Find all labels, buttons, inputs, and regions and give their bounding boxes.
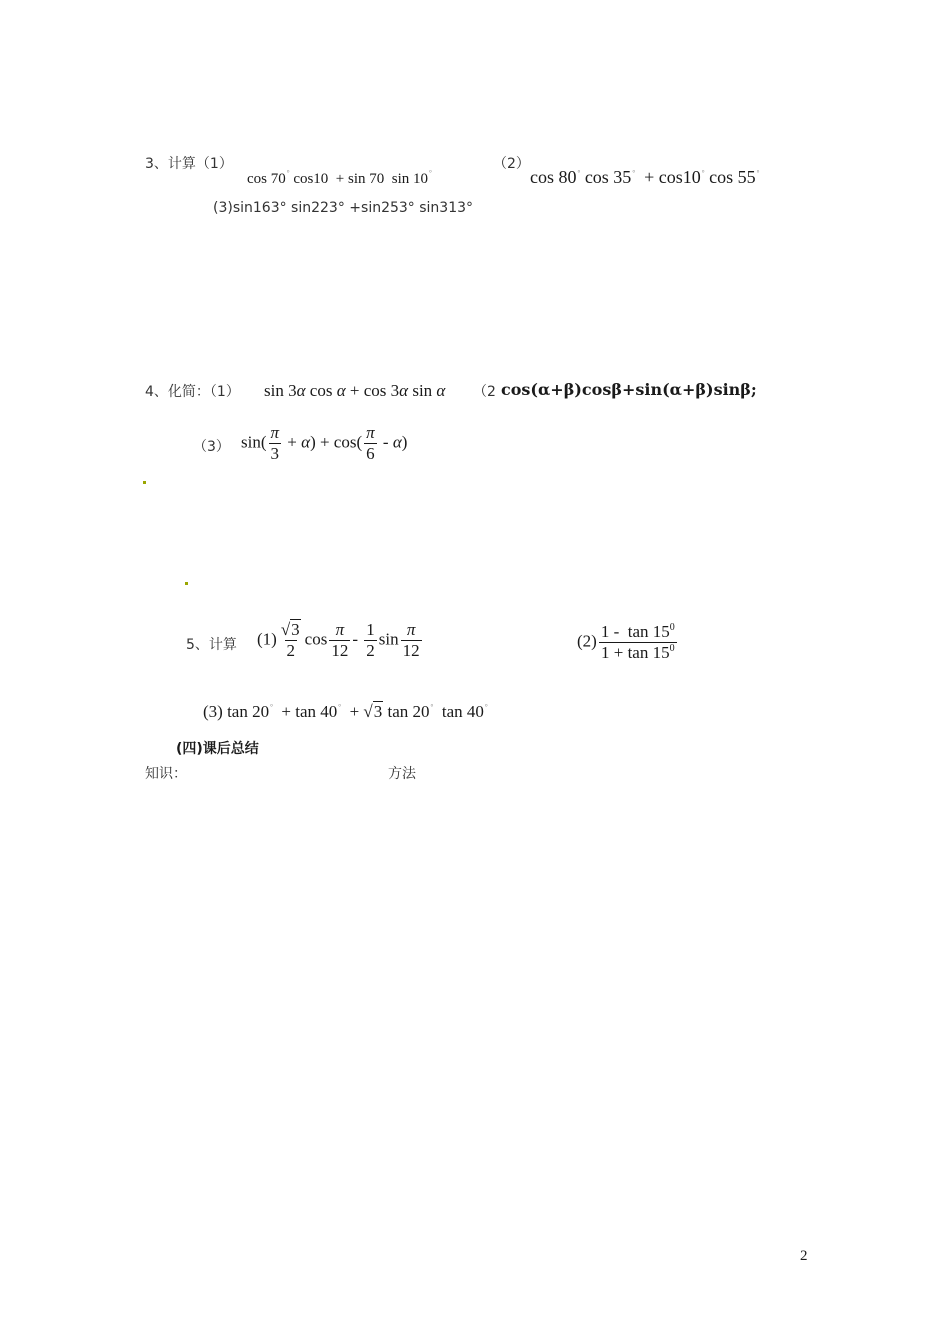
q5-part2-formula: (2) $\frac{1 - \tan 15^0}{1 + \tan 15^0}$ — [577, 622, 675, 662]
bullet-marker — [143, 481, 146, 484]
summary-heading: (四)课后总结 — [176, 741, 259, 757]
q5-part3-formula: (3) tan 20° + tan 40° + √3 tan 20° tan 40° — [203, 702, 488, 721]
q5-part1-formula: (1) $\frac{√3}{2}$ cos $\frac{\pi}{12}$ - $\frac{1}{2}$ sin $\frac{\pi}{12}$ — [257, 620, 420, 660]
q3-label: 3、计算（1） — [145, 156, 233, 172]
q4-part3-label: （3） — [193, 439, 230, 455]
bullet-marker — [185, 582, 188, 585]
q4-label: 4、化简：（1） — [145, 384, 240, 400]
q4-part2-formula: cos(α+β)cosβ+sin(α+β)sinβ; — [501, 380, 757, 399]
q3-part1-formula: cos 70° cos10 + sin 70 sin 10° — [247, 169, 432, 187]
q3-part3-formula: (3)sin163° sin223° +sin253° sin313° — [213, 200, 474, 216]
page-number: 2 — [800, 1248, 808, 1264]
summary-method-label: 方法 — [388, 766, 416, 782]
q4-part1-formula: sin 3α cos α + cos 3α sin α — [264, 381, 446, 400]
summary-knowledge-label: 知识： — [145, 766, 187, 782]
q5-label: 5、计算 — [186, 637, 237, 653]
q4-part2-label: （2 — [473, 384, 496, 400]
q3-part2-label: （2） — [493, 156, 530, 172]
q3-part2-formula: cos 80° cos 35° + cos10° cos 55° — [530, 167, 760, 187]
q4-part3-formula: sin( $\frac{\pi}{3}$ + α) + cos( $\frac{\pi}{6}$ - α) — [241, 423, 408, 463]
